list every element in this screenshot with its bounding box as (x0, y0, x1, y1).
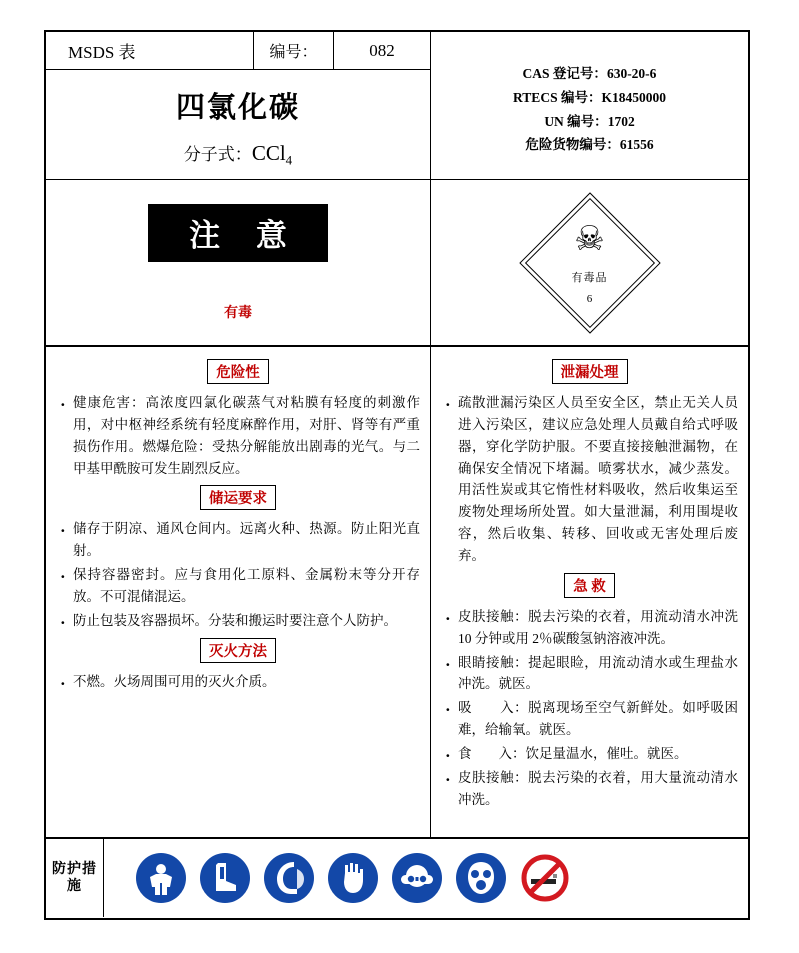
firstaid-text: 脱去污染的衣着，用大量流动清水冲洗。 (458, 769, 739, 807)
skull-crossbones-icon: ☠ (574, 220, 605, 258)
list-item: · 健康危害：高浓度四氯化碳蒸气对粘膜有轻度的刺激作用，对中枢神经系统有轻度麻醉作用，对肝、肾等有严重损伤作用。燃爆危险：受热分解能放出剧毒的光气。与二甲基甲酰胺可发生剧烈反应。 (56, 392, 420, 479)
leak-section-title (441, 359, 738, 384)
rtecs-label: RTECS 编号： (513, 89, 602, 105)
firstaid-text: 脱去污染的衣着，用流动清水冲洗 10 分钟或用 2％碳酸氢钠溶液冲洗。 (458, 608, 739, 646)
formula-label: 分子式： (183, 144, 252, 164)
list-item (441, 743, 738, 765)
hazard-placard (528, 201, 652, 325)
number-value: 082 (369, 40, 395, 60)
formula-subscript: 4 (285, 152, 293, 168)
msds-label: MSDS 表 (46, 32, 254, 69)
protective-gloves-icon (328, 853, 378, 903)
header-top-cells (46, 32, 430, 70)
identifier-block (431, 32, 748, 179)
header-left (46, 32, 431, 179)
firstaid-text: 饮足量温水，催吐。就医。 (525, 746, 688, 762)
cas-value: 630-20-6 (606, 66, 657, 82)
storage-title-text: 储运要求 (200, 485, 276, 510)
list-item (441, 767, 738, 811)
chemical-name: 四氯化碳 (175, 91, 300, 124)
placard-inner-diamond (524, 197, 654, 327)
list-item (441, 652, 738, 696)
placard-class-number: 6 (586, 292, 593, 305)
fire-section-title (56, 638, 420, 663)
firstaid-label: 皮肤接触： (458, 769, 529, 785)
attention-banner: 注 意 (148, 204, 328, 262)
body-row (46, 347, 748, 839)
firstaid-title-text: 急 救 (564, 573, 615, 598)
protective-clothing-icon (136, 853, 186, 903)
sheet-frame (44, 30, 750, 920)
face-shield-icon (264, 853, 314, 903)
leak-title-text: 泄漏处理 (552, 359, 628, 384)
left-column (46, 347, 431, 837)
cas-label: CAS 登记号： (522, 66, 607, 82)
firstaid-label: 吸 入： (458, 700, 529, 716)
firstaid-text: 提起眼睑，用流动清水或生理盐水冲洗。就医。 (458, 654, 739, 692)
firstaid-label: 食 入： (458, 746, 526, 762)
safety-goggles-icon (392, 853, 442, 903)
identifier-row (544, 110, 634, 134)
placard-label: 有毒品 (571, 271, 608, 284)
list-item: · 疏散泄漏污染区人员至安全区，禁止无关人员进入污染区，建议应急处理人员戴自给式呼吸器，穿化学防护服。不要直接接触泄漏物，在确保安全情况下堵漏。喷雾状水，减少蒸发。用活性炭或其它惰性材料吸收，然后收集运至废物处理场所处置。如大量泄漏，利用围堤收容，然后收集、转移、回收或无害处理后废弃。 (441, 392, 738, 567)
list-item (441, 697, 738, 741)
dangerous-goods-label: 危险货物编号： (525, 137, 620, 153)
formula-main: CCl (251, 140, 286, 165)
fire-list (56, 671, 420, 693)
safety-boots-icon (200, 853, 250, 903)
firstaid-section-title (441, 573, 738, 598)
fire-title-text: 灭火方法 (200, 638, 276, 663)
storage-list (56, 518, 420, 631)
right-column (431, 347, 748, 837)
placard-block (431, 180, 748, 345)
footer-row (46, 839, 748, 917)
number-label: 编号： (254, 32, 334, 69)
molecular-formula (184, 140, 292, 168)
leak-list (441, 392, 738, 567)
protection-icons (104, 839, 748, 917)
attention-block (46, 180, 431, 345)
list-item: · 不燃。火场周围可用的灭火介质。 (56, 671, 420, 693)
protection-label: 防护措施 (46, 839, 104, 917)
list-item: · 保持容器密封。应与食用化工原料、金属粉末等分开存放。不可混储混运。 (56, 564, 420, 608)
firstaid-label: 皮肤接触： (458, 608, 529, 624)
firstaid-text: 脱离现场至空气新鲜处。如呼吸困难，给输氧。就医。 (458, 700, 739, 738)
hazard-list (56, 392, 420, 479)
header-row (46, 32, 748, 180)
hazard-section-title (56, 359, 420, 384)
un-label: UN 编号： (544, 113, 608, 129)
no-smoking-icon (520, 853, 570, 903)
warning-row (46, 180, 748, 347)
chemical-identity (46, 70, 430, 179)
identifier-row (525, 133, 653, 157)
firstaid-list (441, 606, 738, 811)
dangerous-goods-value: 61556 (619, 137, 654, 153)
list-item: · 储存于阴凉、通风仓间内。远离火种、热源。防止阳光直射。 (56, 518, 420, 562)
respirator-mask-icon (456, 853, 506, 903)
hazard-title-text: 危险性 (207, 359, 269, 384)
list-item (441, 606, 738, 650)
identifier-row (523, 62, 657, 86)
rtecs-value: K18450000 (601, 89, 666, 105)
un-value: 1702 (607, 113, 635, 129)
toxic-label: 有毒 (224, 305, 252, 321)
storage-section-title (56, 485, 420, 510)
firstaid-label: 眼睛接触： (458, 654, 529, 670)
list-item: · 防止包装及容器损坏。分装和搬运时要注意个人防护。 (56, 610, 420, 632)
identifier-row (513, 86, 666, 110)
